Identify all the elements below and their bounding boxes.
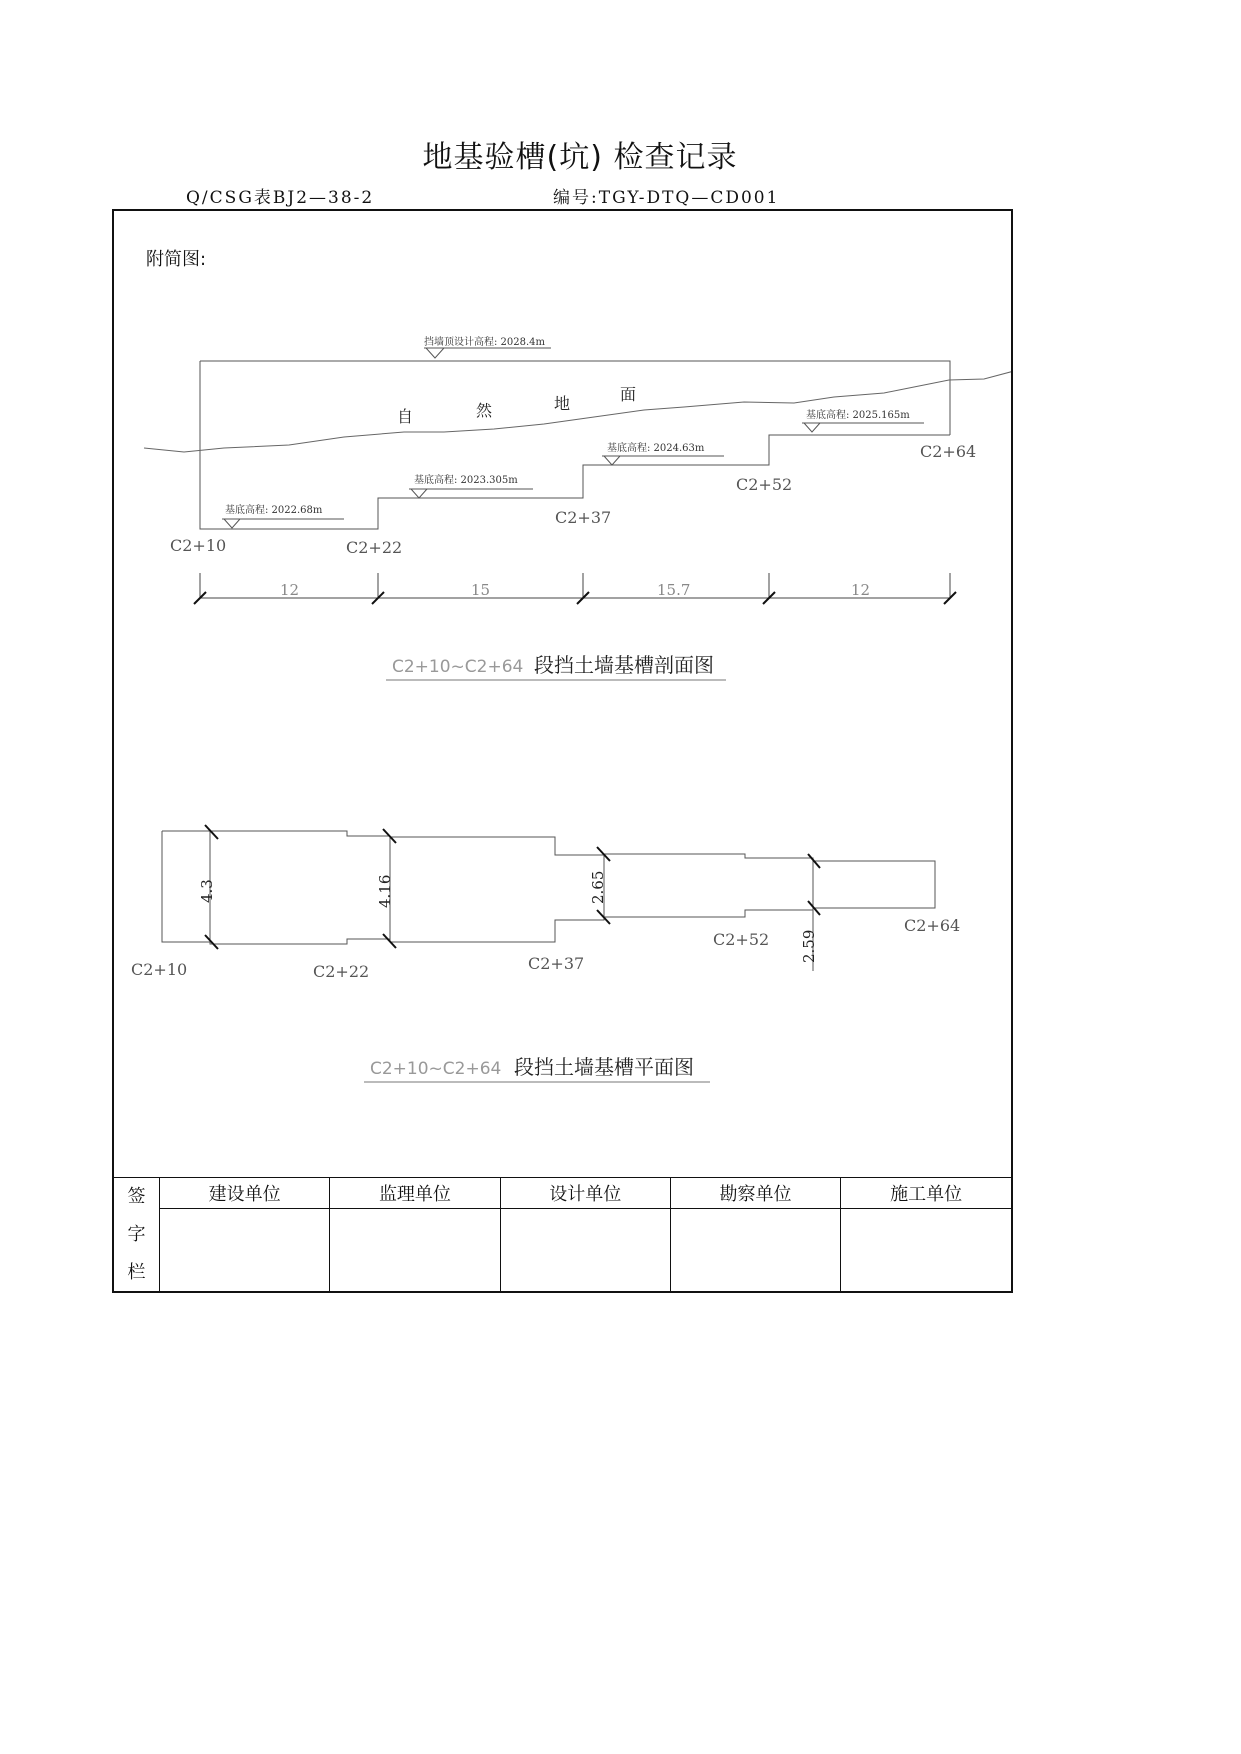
signature-side-label: 签 字 栏: [114, 1178, 160, 1293]
station-label: C2+52: [736, 475, 793, 494]
base-level-4: 基底高程: 2025.165m: [806, 410, 910, 421]
plan-caption-stations: C2+10~C2+64: [370, 1059, 502, 1079]
plan-width-label: 2.59: [800, 929, 818, 963]
ground-label-char: 面: [620, 385, 637, 404]
signature-cell[interactable]: [670, 1209, 840, 1293]
section-dimension-line: [194, 573, 956, 604]
plan-outline: [162, 831, 935, 971]
section-outline: [144, 361, 1011, 529]
signature-table: [114, 1177, 1011, 1292]
base-level-3: 基底高程: 2024.63m: [607, 443, 705, 454]
sketch-drawing: [114, 211, 1011, 1177]
ground-label-char: 自: [397, 407, 414, 426]
section-caption-text: 段挡土墙基槽剖面图: [534, 653, 714, 677]
page-title: 地基验槽(坑) 检查记录: [422, 140, 738, 175]
section-caption: [386, 653, 726, 680]
signature-cell[interactable]: [841, 1209, 1011, 1293]
form-code: Q/CSG表BJ2—38-2: [186, 188, 375, 208]
station-label: C2+22: [313, 962, 370, 981]
base-level-1: 基底高程: 2022.68m: [225, 505, 323, 516]
station-label: C2+64: [920, 442, 977, 461]
signature-column-header: 施工单位: [841, 1178, 1011, 1209]
dimension-label: 12: [851, 581, 871, 599]
level-markers: [222, 348, 924, 528]
base-level-2: 基底高程: 2023.305m: [414, 475, 518, 486]
station-label: C2+64: [904, 916, 961, 935]
station-label: C2+22: [346, 538, 403, 557]
record-number: 编号:TGY-DTQ—CD001: [553, 188, 780, 208]
plan-width-label: 4.3: [198, 879, 216, 903]
signature-cell[interactable]: [500, 1209, 670, 1293]
dimension-label: 12: [280, 581, 300, 599]
signature-column-header: 建设单位: [160, 1178, 330, 1209]
station-label: C2+37: [555, 508, 612, 527]
dimension-label: 15: [471, 581, 491, 599]
section-caption-stations: C2+10~C2+64: [392, 657, 524, 677]
station-label: C2+52: [713, 930, 770, 949]
station-label: C2+10: [170, 536, 227, 555]
plan-width-label: 2.65: [589, 870, 607, 904]
ground-label-char: 然: [476, 401, 493, 420]
plan-caption: [364, 1055, 710, 1082]
plan-width-label: 4.16: [376, 874, 394, 908]
record-frame: [112, 209, 1013, 1293]
signature-cell[interactable]: [330, 1209, 500, 1293]
signature-column-header: 勘察单位: [670, 1178, 840, 1209]
signature-column-header: 监理单位: [330, 1178, 500, 1209]
wall-top-level: 挡墙顶设计高程: 2028.4m: [424, 337, 546, 348]
signature-column-header: 设计单位: [500, 1178, 670, 1209]
dimension-label: 15.7: [657, 581, 691, 599]
station-label: C2+37: [528, 954, 585, 973]
ground-label-char: 地: [554, 394, 571, 413]
signature-cell[interactable]: [160, 1209, 330, 1293]
plan-caption-text: 段挡土墙基槽平面图: [514, 1055, 694, 1079]
station-label: C2+10: [131, 960, 188, 979]
attachment-label: 附简图:: [146, 249, 207, 270]
